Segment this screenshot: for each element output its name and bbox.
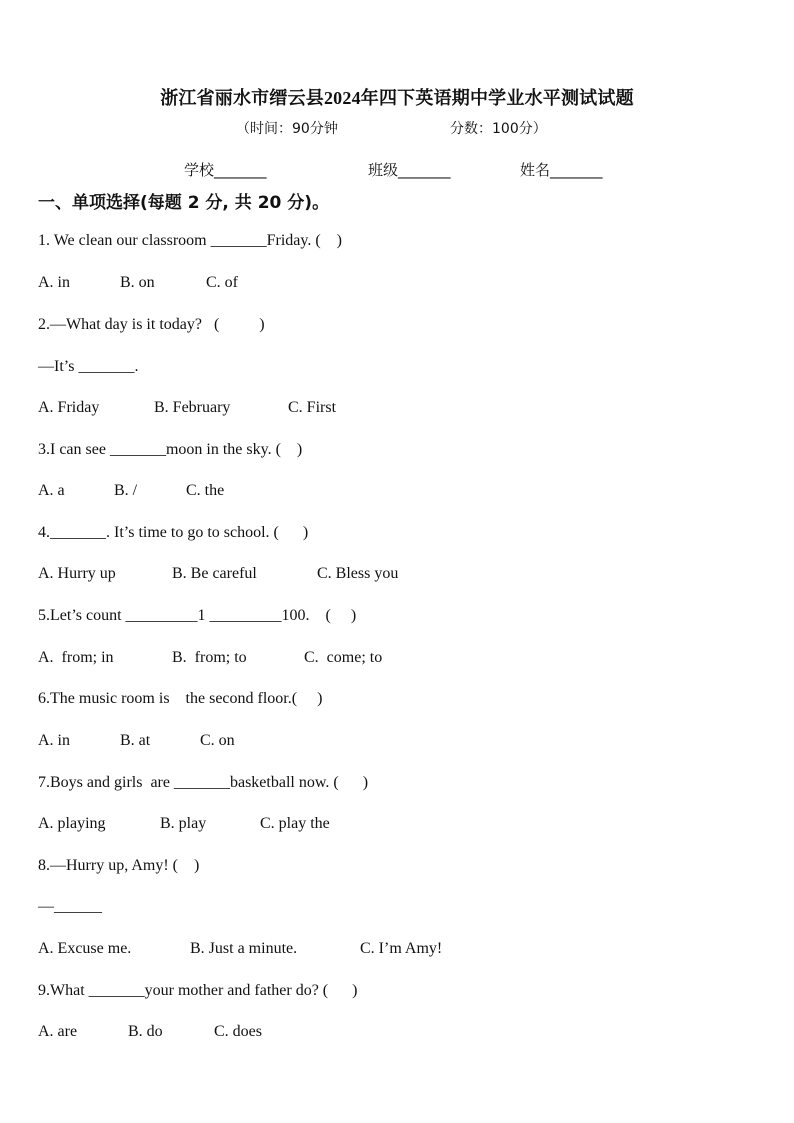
- page-title: 浙江省丽水市缙云县2024年四下英语期中学业水平测试试题: [160, 88, 634, 108]
- question-1-option-b: B. on: [120, 274, 155, 291]
- question-3-option-c: C. the: [186, 482, 225, 499]
- question-9-option-b: B. do: [128, 1023, 163, 1040]
- question-9-option-a: A. are: [38, 1023, 78, 1040]
- question-3-option-a: A. a: [38, 482, 65, 499]
- question-4-option-c: C. Bless you: [317, 565, 399, 582]
- question-2-answer-line: —It’s _______.: [38, 358, 139, 375]
- question-5-stem: 5.Let’s count _________1 _________100. ( ): [38, 607, 357, 624]
- name-field: 姓名_______: [520, 161, 603, 179]
- question-5-option-b: B. from; to: [172, 649, 247, 666]
- question-1-option-c: C. of: [206, 274, 238, 291]
- question-2-option-a: A. Friday: [38, 399, 100, 416]
- question-9-option-c: C. does: [214, 1023, 262, 1040]
- question-7-option-a: A. playing: [38, 815, 106, 832]
- question-6-option-c: C. on: [200, 732, 235, 749]
- question-1-option-a: A. in: [38, 274, 70, 291]
- question-2-option-b: B. February: [154, 399, 231, 416]
- question-8-option-c: C. I’m Amy!: [360, 940, 443, 957]
- question-7-option-b: B. play: [160, 815, 207, 832]
- question-2-stem: 2.—What day is it today? ( ): [38, 316, 265, 333]
- exam-score: 分数：100分）: [450, 121, 547, 137]
- question-8-option-a: A. Excuse me.: [38, 940, 132, 957]
- question-9-stem: 9.What _______your mother and father do? ( ): [38, 982, 358, 999]
- question-1-stem: 1. We clean our classroom _______Friday. ( ): [38, 232, 342, 249]
- question-5-option-a: A. from; in: [38, 649, 114, 666]
- section-heading: 一、单项选择(每题 2 分, 共 20 分)。: [38, 193, 330, 213]
- question-4-option-b: B. Be careful: [172, 565, 257, 582]
- question-8-stem: 8.—Hurry up, Amy! ( ): [38, 857, 200, 874]
- question-6-stem: 6.The music room is the second floor.( ): [38, 690, 323, 707]
- question-6-option-b: B. at: [120, 732, 151, 749]
- question-6-option-a: A. in: [38, 732, 70, 749]
- exam-time: （时间：90分钟: [236, 121, 338, 137]
- question-3-option-b: B. /: [114, 482, 138, 499]
- question-5-option-c: C. come; to: [304, 649, 383, 666]
- school-field: 学校_______: [184, 161, 267, 179]
- question-8-option-b: B. Just a minute.: [190, 940, 298, 957]
- question-7-option-c: C. play the: [260, 815, 330, 832]
- question-8-answer-line: —______: [38, 898, 102, 915]
- question-4-option-a: A. Hurry up: [38, 565, 116, 582]
- question-4-stem: 4._______. It’s time to go to school. ( ): [38, 524, 309, 541]
- question-2-option-c: C. First: [288, 399, 337, 416]
- class-field: 班级_______: [368, 161, 451, 179]
- question-7-stem: 7.Boys and girls are _______basketball now. ( ): [38, 774, 369, 791]
- question-3-stem: 3.I can see _______moon in the sky. ( ): [38, 441, 303, 458]
